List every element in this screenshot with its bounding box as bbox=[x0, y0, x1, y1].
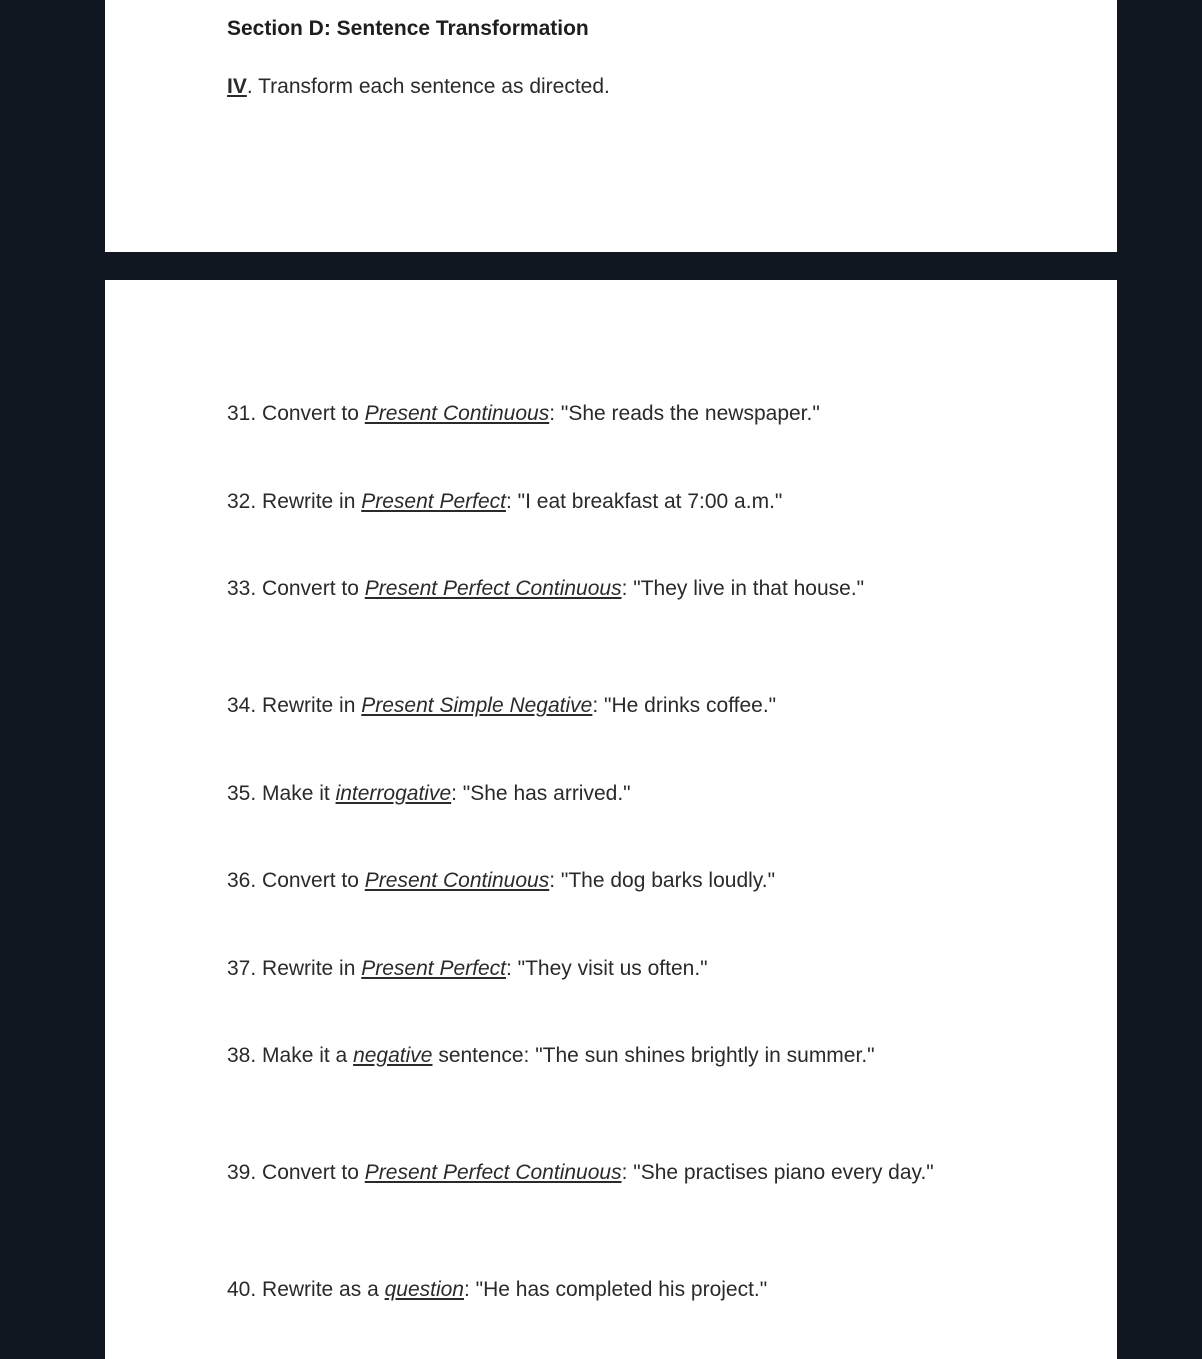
question-term: Present Perfect Continuous bbox=[364, 1161, 622, 1184]
instruction-line bbox=[227, 74, 610, 100]
question-32 bbox=[227, 489, 782, 515]
question-term: Present Simple Negative bbox=[361, 694, 593, 717]
question-39 bbox=[227, 1160, 934, 1186]
question-number: 39. bbox=[227, 1161, 257, 1184]
instruction-numeral: IV bbox=[227, 75, 247, 98]
question-number: 33. bbox=[227, 577, 257, 600]
question-number: 34. bbox=[227, 694, 257, 717]
question-number: 36. bbox=[227, 869, 257, 892]
question-sentence: sentence: "The sun shines brightly in summer." bbox=[432, 1044, 875, 1067]
question-prefix: Rewrite in bbox=[256, 957, 362, 980]
question-number: 35. bbox=[227, 782, 257, 805]
question-prefix: Convert to bbox=[256, 1161, 365, 1184]
question-sentence: : "The dog barks loudly." bbox=[549, 869, 776, 892]
question-prefix: Convert to bbox=[256, 577, 365, 600]
question-34 bbox=[227, 693, 776, 719]
question-sentence: : "They live in that house." bbox=[621, 577, 865, 600]
question-35 bbox=[227, 781, 631, 807]
question-prefix: Make it a bbox=[256, 1044, 354, 1067]
question-prefix: Convert to bbox=[256, 402, 365, 425]
question-sentence: : "He has completed his project." bbox=[464, 1278, 768, 1301]
question-number: 40. bbox=[227, 1278, 257, 1301]
question-prefix: Convert to bbox=[256, 869, 365, 892]
question-prefix: Rewrite as a bbox=[256, 1278, 385, 1301]
question-prefix: Rewrite in bbox=[256, 694, 362, 717]
question-sentence: : "He drinks coffee." bbox=[592, 694, 777, 717]
question-term: Present Perfect bbox=[361, 490, 506, 513]
question-prefix: Make it bbox=[256, 782, 336, 805]
question-38 bbox=[227, 1043, 875, 1069]
page-sheet-top bbox=[105, 0, 1117, 252]
section-title: Section D: Sentence Transformation bbox=[227, 17, 589, 40]
question-number: 37. bbox=[227, 957, 257, 980]
question-number: 31. bbox=[227, 402, 257, 425]
instruction-text: . Transform each sentence as directed. bbox=[246, 75, 610, 98]
question-term: Present Continuous bbox=[364, 869, 550, 892]
question-40 bbox=[227, 1277, 767, 1303]
question-term: negative bbox=[353, 1044, 433, 1067]
question-33 bbox=[227, 576, 864, 602]
question-sentence: : "I eat breakfast at 7:00 a.m." bbox=[505, 490, 783, 513]
question-sentence: : "She has arrived." bbox=[451, 782, 631, 805]
question-term: Present Continuous bbox=[364, 402, 550, 425]
question-36 bbox=[227, 868, 775, 894]
page-sheet-bottom bbox=[105, 280, 1117, 1359]
question-37 bbox=[227, 956, 708, 982]
question-number: 38. bbox=[227, 1044, 257, 1067]
question-31 bbox=[227, 401, 820, 427]
question-term: question bbox=[384, 1278, 464, 1301]
question-sentence: : "They visit us often." bbox=[505, 957, 708, 980]
question-sentence: : "She reads the newspaper." bbox=[549, 402, 820, 425]
question-sentence: : "She practises piano every day." bbox=[621, 1161, 934, 1184]
question-number: 32. bbox=[227, 490, 257, 513]
question-term: interrogative bbox=[335, 782, 452, 805]
question-term: Present Perfect bbox=[361, 957, 506, 980]
question-prefix: Rewrite in bbox=[256, 490, 362, 513]
question-term: Present Perfect Continuous bbox=[364, 577, 622, 600]
